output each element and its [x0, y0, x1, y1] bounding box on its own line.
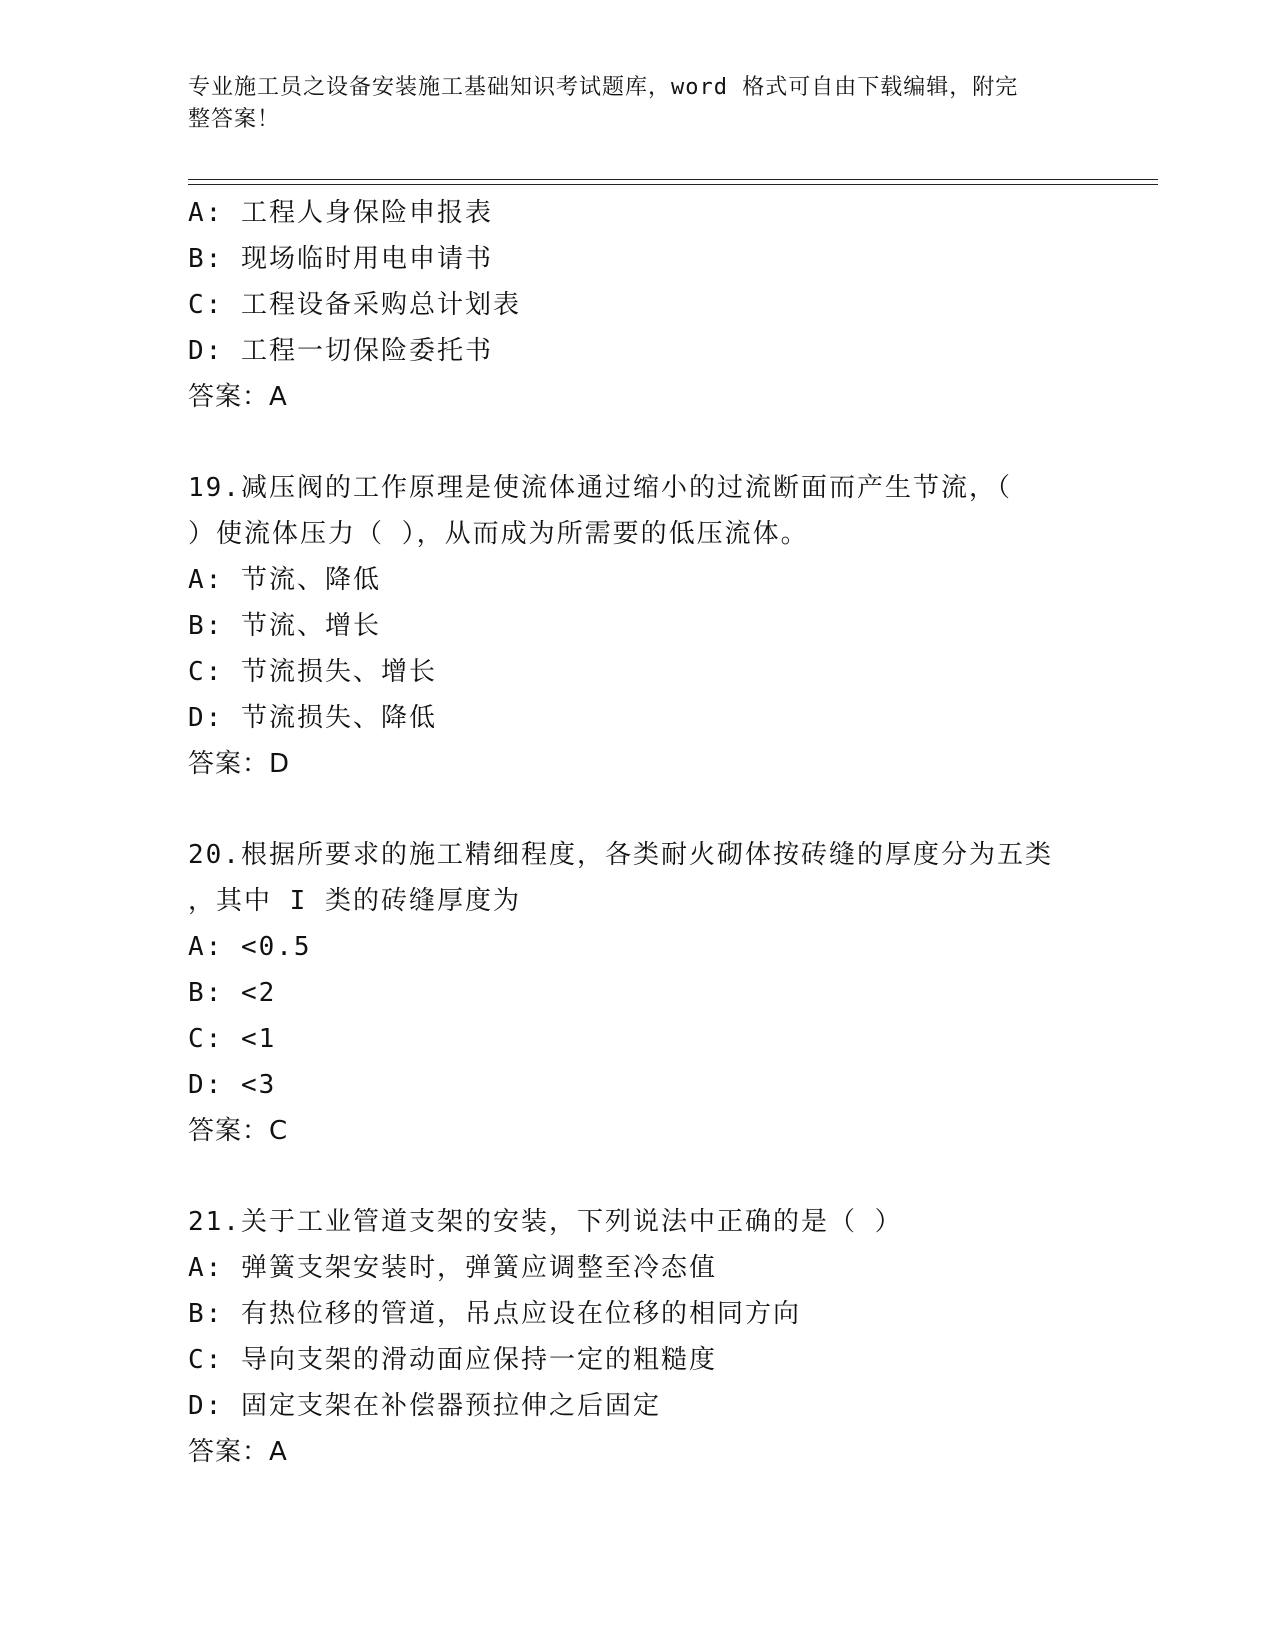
option-a: A: <0.5 — [188, 932, 312, 962]
answer: 答案：C — [188, 1116, 289, 1146]
question-19 — [188, 465, 1088, 787]
option-c: C: 工程设备采购总计划表 — [188, 290, 521, 320]
question-text: 19.减压阀的工作原理是使流体通过缩小的过流断面而产生节流，（ ）使流体压力（ ），从而成为所需要的低压流体。 — [188, 473, 1012, 549]
option-b: B: <2 — [188, 978, 277, 1008]
option-c: C: 节流损失、增长 — [188, 657, 437, 687]
option-d: D: 固定支架在补偿器预拉伸之后固定 — [188, 1391, 661, 1421]
header-rule-bottom — [188, 184, 1158, 185]
spacer — [188, 420, 1088, 465]
question-text: 20.根据所要求的施工精细程度，各类耐火砌体按砖缝的厚度分为五类 ，其中 I 类的砖缝厚度为 — [188, 840, 1053, 916]
spacer — [188, 1154, 1088, 1199]
option-c: C: <1 — [188, 1024, 277, 1054]
question-list — [188, 190, 1088, 1475]
header-rule-top — [188, 179, 1158, 180]
option-b: B: 节流、增长 — [188, 611, 381, 641]
answer: 答案：A — [188, 382, 288, 412]
option-b: B: 有热位移的管道，吊点应设在位移的相同方向 — [188, 1299, 801, 1329]
spacer — [188, 787, 1088, 832]
option-a: A: 工程人身保险申报表 — [188, 198, 493, 228]
answer: 答案：D — [188, 749, 291, 779]
question-20 — [188, 832, 1088, 1154]
question-text: 21.关于工业管道支架的安装，下列说法中正确的是（ ） — [188, 1207, 903, 1237]
option-a: A: 弹簧支架安装时，弹簧应调整至冷态值 — [188, 1253, 717, 1283]
option-d: D: 工程一切保险委托书 — [188, 336, 493, 366]
question-21 — [188, 1199, 1088, 1475]
question-18 — [188, 190, 1088, 420]
option-d: D: <3 — [188, 1070, 277, 1100]
option-b: B: 现场临时用电申请书 — [188, 244, 493, 274]
option-a: A: 节流、降低 — [188, 565, 381, 595]
option-d: D: 节流损失、降低 — [188, 703, 437, 733]
answer: 答案：A — [188, 1437, 288, 1467]
option-c: C: 导向支架的滑动面应保持一定的粗糙度 — [188, 1345, 717, 1375]
document-header: 专业施工员之设备安装施工基础知识考试题库，word 格式可自由下载编辑，附完 整答案！ — [188, 75, 1019, 132]
